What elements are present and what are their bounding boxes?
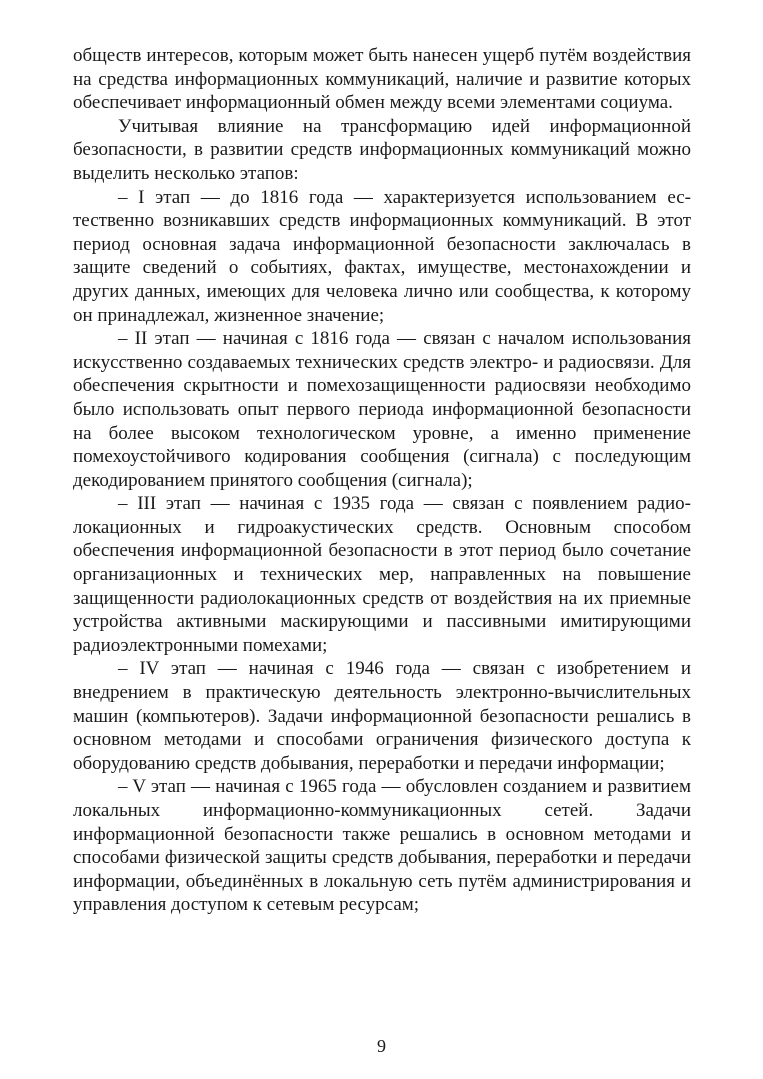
paragraph-intro: Учитывая влияние на трансформацию идей информационной безопасности, в развитии средств информационных коммуникаций можно выделить несколько этапов: [73, 115, 691, 184]
paragraph-stage-2: – II этап — начиная с 1816 года — связан с началом использования искусственно создаваемых технических средств электро- и радиосвязи. Для обеспечения скрытности и помехозащищенности радиосвязи необходимо было использовать опыт первого периода информационной безопасности на более высоком технологическом уровне, а именно применение помехоустойчивого кодирования сообщения (сигнала) с последующим декодированием принятого сообщения (сигнала); [73, 328, 691, 491]
paragraph-stage-3: – III этап — начиная с 1935 года — связан с появлением радиолокационных и гидроакустических средств. Основным способом обеспечения информационной безопасности в этот период было сочетание организационных и технических мер, направленных на повышение защищенности радиолокационных средств от воздействия на их приемные устройства активными маскирующими и пассивными имитирующими радиоэлектронными помехами; [73, 493, 691, 656]
page-number: 9 [377, 1036, 386, 1056]
paragraph-stage-4: – IV этап — начиная с 1946 года — связан с изобретением и внедрением в практическую деятельность электронно-вычислительных машин (компьютеров). Задачи информационной безопасности решались в основном методами и способами ограничения физического доступа к оборудованию средств добывания, переработки и передачи информации; [73, 658, 691, 774]
paragraph-stage-5: – V этап — начиная с 1965 года — обусловлен созданием и развитием локальных информационно-коммуникационных сетей. Задачи информационной безопасности также решались в основном методами и способами физической защиты средств добывания, переработки и передачи информации, объединённых в локальную сеть путём администрирования и управления доступом к сетевым ресурсам; [73, 776, 691, 916]
paragraph-continuation: обществ интересов, которым может быть нанесен ущерб путём воздействия на средства информационных коммуникаций, наличие и развитие которых обеспечивает информационный обмен между всеми элементами социума. [73, 45, 691, 114]
paragraph-stage-1: – I этап — до 1816 года — характеризуется использованием естественно возникавших средств информационных коммуникаций. В этот период основная задача информационной безопасности заключалась в защите сведений о событиях, фактах, имуществе, местонахождении и других данных, имеющих для человека лично или сообщества, к которому он принадлежал, жизненное значение; [73, 186, 691, 326]
body-text [73, 44, 691, 917]
